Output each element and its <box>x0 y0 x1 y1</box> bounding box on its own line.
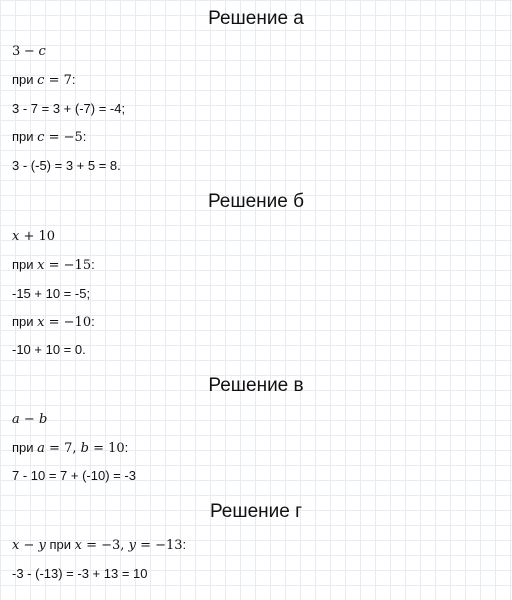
math-value: = −15 <box>44 258 92 273</box>
math-operator: − <box>23 44 35 59</box>
computation-c: 7 - 10 = 7 + (-10) = -3 <box>12 468 136 483</box>
math-variable: b <box>80 441 89 456</box>
colon: : <box>91 314 95 329</box>
condition-prefix: при <box>12 314 38 329</box>
math-variable: c <box>37 73 45 88</box>
condition-prefix: при <box>12 129 38 144</box>
math-number: 3 <box>12 44 21 59</box>
math-variable: b <box>38 412 48 427</box>
math-variable: x <box>37 315 45 330</box>
math-variable: a <box>12 412 20 427</box>
math-variable: c <box>38 44 46 59</box>
condition-a-2 <box>12 129 86 146</box>
condition-prefix: при <box>12 440 38 455</box>
condition-b-2 <box>12 314 95 331</box>
expression-a <box>12 43 46 60</box>
expression-d <box>12 537 186 554</box>
condition-a-1 <box>12 72 76 89</box>
math-value: = 10 <box>88 441 125 456</box>
math-variable: y <box>38 538 46 553</box>
colon: : <box>182 537 187 552</box>
math-variable: a <box>37 441 45 456</box>
expression-b <box>12 228 55 245</box>
math-operator: − <box>19 538 39 553</box>
math-variable: y <box>128 538 136 553</box>
math-variable: x <box>12 538 20 553</box>
condition-prefix: при <box>45 537 75 552</box>
math-value: = 7 <box>44 73 72 88</box>
condition-prefix: при <box>12 72 38 87</box>
expression-c <box>12 411 47 428</box>
colon: : <box>82 129 87 144</box>
math-operator: − <box>19 412 39 427</box>
heading-solution-d: Решение г <box>209 501 303 522</box>
math-variable: x <box>12 229 20 244</box>
computation-b-2: -10 + 10 = 0. <box>12 342 86 357</box>
colon: : <box>91 257 95 272</box>
computation-d: -3 - (-13) = -3 + 13 = 10 <box>12 566 148 581</box>
math-value: = −5 <box>44 130 83 145</box>
heading-solution-b: Решение б <box>207 191 305 212</box>
condition-c <box>12 440 128 457</box>
math-value: = −3, <box>81 538 129 553</box>
math-value: = −13 <box>135 538 183 553</box>
condition-b-1 <box>12 257 95 274</box>
math-variable: x <box>74 538 82 553</box>
computation-a-2: 3 - (-5) = 3 + 5 = 8. <box>12 158 121 173</box>
colon: : <box>71 72 76 87</box>
math-variable: x <box>37 258 45 273</box>
heading-solution-c: Решение в <box>208 375 304 396</box>
heading-solution-a: Решение а <box>208 8 304 29</box>
computation-a-1: 3 - 7 = 3 + (-7) = -4; <box>12 101 126 116</box>
computation-b-1: -15 + 10 = -5; <box>12 286 91 301</box>
colon: : <box>124 440 129 455</box>
math-value: = 7, <box>44 441 81 456</box>
math-value: = −10 <box>44 315 92 330</box>
math-rest: + 10 <box>19 229 56 244</box>
condition-prefix: при <box>12 257 38 272</box>
math-variable: c <box>37 130 45 145</box>
